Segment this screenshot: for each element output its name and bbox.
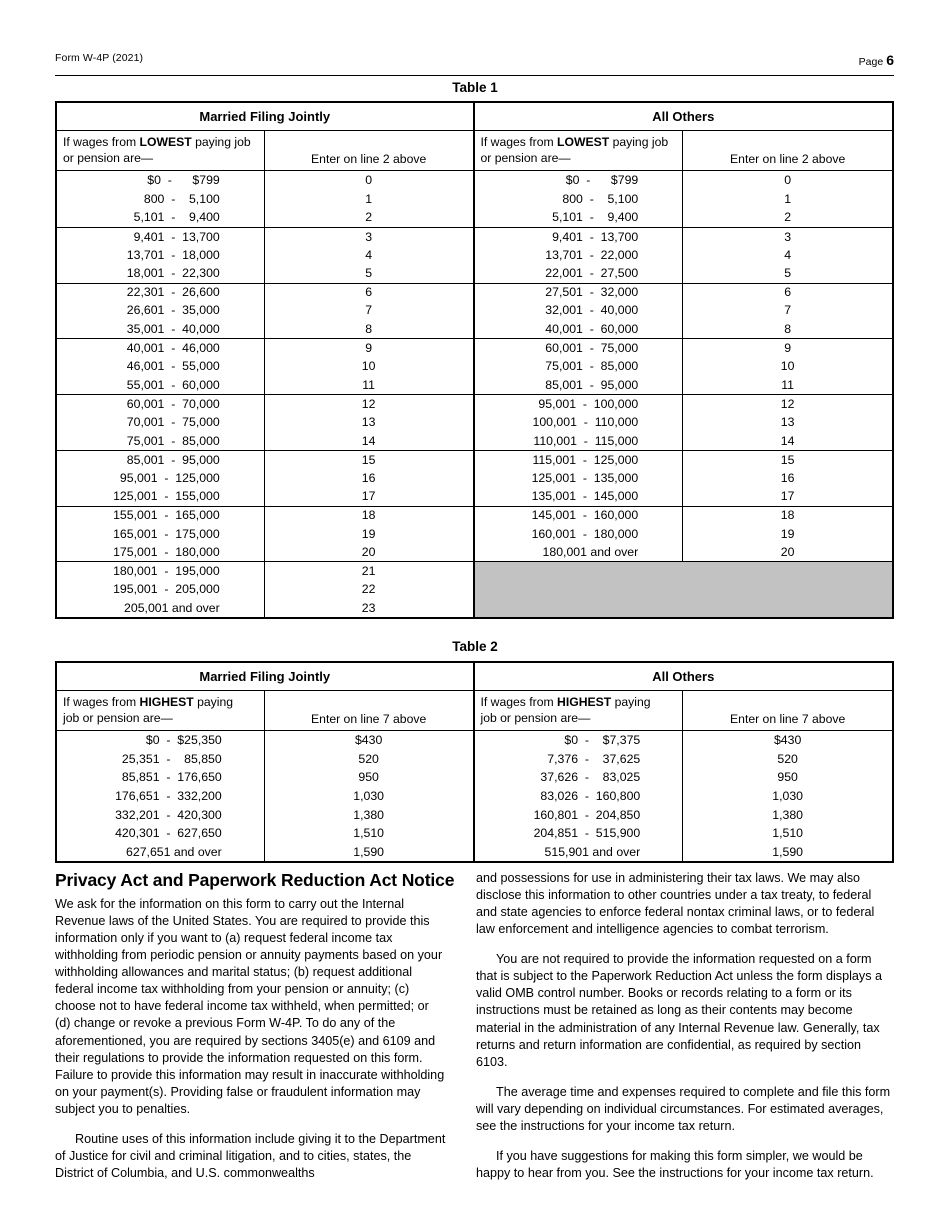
table-row [475,245,893,264]
running-header [55,52,894,76]
table-row [475,843,893,862]
entry-value-cell: 520 [777,751,798,766]
wage-range-cell: 95,001 - 125,000 [57,469,265,488]
entry-value-cell: 13 [361,415,376,430]
entry-value-cell: 0 [365,173,373,188]
wage-range-cell: 18,001 - 22,300 [57,264,265,283]
wage-range-cell: 22,301 - 26,600 [57,284,265,302]
table-row [57,283,473,302]
wage-range-cell: 32,001 - 40,000 [475,301,684,320]
entry-value-cell: 1,510 [772,826,804,841]
table-row [475,338,893,357]
entry-value-cell: 10 [780,359,795,374]
entry-value-cell: 5 [365,266,373,281]
wage-range-cell: 13,701 - 22,000 [475,245,684,264]
entry-value-cell: 2 [365,210,373,225]
range-header-line2: or pension are— [480,151,571,166]
range-header-line2: job or pension are— [63,711,173,726]
entry-value-cell: 1,380 [772,807,804,822]
table-row [475,264,893,283]
wage-range-cell: 420,301 - 627,650 [57,824,265,843]
wage-range-cell: 125,001 - 155,000 [57,487,265,506]
table-row [57,824,473,843]
wage-range-cell: 205,001 and over [57,599,265,618]
shaded-filler-block [475,561,893,617]
privacy-notice-right-column [476,870,894,1182]
wage-range-cell: 7,376 - 37,625 [475,750,684,769]
table-row [57,320,473,339]
entry-value-cell: $430 [354,733,383,748]
range-column-header [475,131,684,170]
range-column-header [57,691,265,730]
entry-value-cell: 17 [361,489,376,504]
table-2 [55,661,894,863]
wage-range-cell: 55,001 - 60,000 [57,376,265,395]
table-row [57,561,473,580]
range-header-suffix: paying job [609,135,669,149]
table-row [57,301,473,320]
entry-value-cell: 8 [365,322,373,337]
entry-value-cell: 3 [784,229,792,244]
range-column-header [57,131,265,170]
wage-range-cell: 125,001 - 135,000 [475,469,684,488]
table-row [57,805,473,824]
wage-range-cell: 515,901 and over [475,843,684,862]
table-row [475,450,893,469]
entry-value-cell: 16 [780,470,795,485]
wage-range-cell: 9,401 - 13,700 [475,228,684,246]
table-row [57,376,473,395]
entry-value-cell: 1,590 [353,844,385,859]
wage-range-cell: 70,001 - 75,000 [57,413,265,432]
range-header-line2: or pension are— [63,151,154,166]
page-number: 6 [886,52,894,68]
entry-value-cell: 1 [784,191,792,206]
notice-paragraph: Routine uses of this information include giving it to the Department of Justice for civil and criminal litigation, and to cities, states, the District of Columbia, and U.S. commonwealths [55,1131,446,1180]
wage-range-cell: $0 - $799 [475,171,684,190]
table-row [57,357,473,376]
table-row [475,787,893,806]
wage-range-cell: 27,501 - 32,000 [475,284,684,302]
range-header-emphasis: HIGHEST [139,695,194,709]
entry-value-cell: 7 [784,303,792,318]
table-row [475,190,893,209]
table-row [57,190,473,209]
table-row [475,469,893,488]
notice-paragraph: We ask for the information on this form to carry out the Internal Revenue laws of the United States. You are required to provide this information only if you want to (a) request federal income tax withholding from periodic pension or annuity payments based on your withholding allowances and marital status; (b) request additional federal income tax withholding from your pension or annuity; (c) choose not to have federal income tax withheld, when permitted; or (d) change or revoke a previous Form W-4P. To do any of the aforementioned, you are required by sections 3405(e) and 6109 and their regulations to provide the information requested on this form. Failure to provide this information may result in inaccurate withholding on your payment(s). Providing false or fraudulent information may subject you to penalties. [55,897,445,1116]
table-row [57,431,473,450]
wage-range-cell: 204,851 - 515,900 [475,824,684,843]
column-headers [475,131,893,171]
table-group-married-filing-jointly [57,663,475,861]
entry-value-cell: 11 [781,377,794,392]
value-column-header: Enter on line 2 above [311,152,427,166]
wage-range-cell: 60,001 - 70,000 [57,395,265,413]
wage-range-cell: $0 - $7,375 [475,731,684,750]
table-row [57,227,473,246]
privacy-notice-left-column [55,896,447,1182]
table-row [475,376,893,395]
entry-value-cell: 4 [365,247,373,262]
table-row [57,245,473,264]
wage-range-cell: 40,001 - 60,000 [475,320,684,339]
page-label: Page [858,56,884,68]
value-column-header: Enter on line 7 above [730,712,846,726]
table-row [57,338,473,357]
wage-range-cell: 35,001 - 40,000 [57,320,265,339]
table-row [475,320,893,339]
entry-value-cell: 17 [780,489,795,504]
range-header-suffix: paying [193,695,234,709]
range-header-prefix: If wages from [480,695,558,709]
table-row [57,750,473,769]
wage-range-cell: 75,001 - 85,000 [475,357,684,376]
table-row [57,543,473,562]
entry-value-cell: 1,030 [772,789,804,804]
wage-range-cell: 145,001 - 160,000 [475,507,684,525]
table-rows [57,731,473,861]
wage-range-cell: 175,001 - 180,000 [57,543,265,562]
entry-value-cell: 13 [780,415,795,430]
entry-value-cell: 18 [361,508,376,523]
entry-value-cell: 0 [784,173,792,188]
table-row [475,301,893,320]
entry-value-cell: 15 [780,452,795,467]
group-title: Married Filing Jointly [57,663,473,691]
wage-range-cell: 155,001 - 165,000 [57,507,265,525]
table-row [57,171,473,190]
group-title: Married Filing Jointly [57,103,473,131]
entry-value-cell: 14 [780,433,795,448]
entry-value-cell: 6 [365,285,373,300]
table-row [475,524,893,543]
table-row [475,227,893,246]
entry-value-cell: 12 [780,396,795,411]
table-row [475,805,893,824]
notice-paragraph: and possessions for use in administering their tax laws. We may also disclose this information to other countries under a tax treaty, to federal and state agencies to enforce federal nontax criminal laws, or to federal law enforcement and intelligence agencies to combat terrorism. [476,871,875,937]
range-header-emphasis: HIGHEST [557,695,612,709]
range-header-prefix: If wages from [63,135,140,149]
wage-range-cell: 83,026 - 160,800 [475,787,684,806]
entry-value-cell: 8 [784,322,792,337]
table-row [475,357,893,376]
table-row [57,524,473,543]
range-column-header [475,691,684,730]
table-row [57,394,473,413]
entry-value-cell: 5 [784,266,792,281]
entry-value-cell: 18 [780,508,795,523]
wage-range-cell: 135,001 - 145,000 [475,487,684,506]
entry-value-cell: 16 [361,470,376,485]
wage-range-cell: 800 - 5,100 [57,190,265,209]
table-row [57,450,473,469]
entry-value-cell: 21 [361,564,376,579]
range-header-line2: job or pension are— [480,711,591,726]
wage-range-cell: 25,351 - 85,850 [57,750,265,769]
wage-range-cell: 95,001 - 100,000 [475,395,684,413]
range-header-emphasis: LOWEST [557,135,610,149]
wage-range-cell: 40,001 - 46,000 [57,339,265,357]
entry-value-cell: 9 [365,341,373,356]
wage-range-cell: 26,601 - 35,000 [57,301,265,320]
entry-value-cell: 1,380 [353,807,385,822]
entry-value-cell: 6 [784,285,792,300]
wage-range-cell: 110,001 - 115,000 [475,431,684,450]
entry-value-cell: 11 [362,377,375,392]
entry-value-cell: 20 [780,545,795,560]
table-row [475,506,893,525]
notice-paragraph: If you have suggestions for making this form simpler, we would be happy to hear from you. See the instructions for your income tax return. [476,1148,874,1180]
value-column-header: Enter on line 7 above [311,712,427,726]
wage-range-cell: 160,001 - 180,000 [475,524,684,543]
privacy-notice-title: Privacy Act and Paperwork Reduction Act Notice [55,870,455,890]
table1-caption: Table 1 [452,80,498,95]
table-row [57,787,473,806]
entry-value-cell: 19 [780,526,795,541]
table-rows [57,171,473,617]
table-group-all-others [475,103,893,617]
wage-range-cell: 85,851 - 176,650 [57,768,265,787]
entry-value-cell: 1,590 [772,844,804,859]
table-row [475,394,893,413]
table-row [57,506,473,525]
value-column-header: Enter on line 2 above [730,152,846,166]
entry-value-cell: 23 [361,600,376,615]
entry-value-cell: 15 [361,452,376,467]
table-row [57,731,473,750]
table-row [475,543,893,562]
entry-value-cell: 9 [784,341,792,356]
wage-range-cell: 22,001 - 27,500 [475,264,684,283]
table-row [475,171,893,190]
entry-value-cell: 19 [361,526,376,541]
wage-range-cell: 627,651 and over [57,843,265,862]
entry-value-cell: 1,510 [353,826,385,841]
wage-range-cell: 332,201 - 420,300 [57,805,265,824]
column-headers [475,691,893,731]
entry-value-cell: 10 [361,359,376,374]
wage-range-cell: 85,001 - 95,000 [57,451,265,469]
entry-value-cell: 2 [784,210,792,225]
wage-range-cell: 180,001 and over [475,543,684,562]
table-row [57,413,473,432]
table-row [57,580,473,599]
entry-value-cell: 3 [365,229,373,244]
entry-value-cell: 14 [361,433,376,448]
wage-range-cell: 5,101 - 9,400 [475,208,684,227]
wage-range-cell: 176,651 - 332,200 [57,787,265,806]
table-row [475,413,893,432]
entry-value-cell: 1,030 [353,789,385,804]
wage-range-cell: 115,001 - 125,000 [475,451,684,469]
form-identifier: Form W-4P (2021) [55,52,144,64]
wage-range-cell: $0 - $25,350 [57,731,265,750]
wage-range-cell: 60,001 - 75,000 [475,339,684,357]
range-header-suffix: paying [611,695,651,709]
entry-value-cell: 950 [777,770,798,785]
notice-paragraph: You are not required to provide the information requested on a form that is subject to the Paperwork Reduction Act unless the form displays a valid OMB control number. Books or records relating to a form or its instructions must be retained as long as their contents may become material in the administration of any Internal Revenue law. Generally, tax returns and return information are confidential, as required by section 6103. [476,952,883,1069]
entry-value-cell: 4 [784,247,792,262]
table-row [57,768,473,787]
table-row [475,768,893,787]
wage-range-cell: 100,001 - 110,000 [475,413,684,432]
group-title: All Others [475,663,893,691]
table-row [475,824,893,843]
table-row [475,283,893,302]
column-headers [57,691,473,731]
table-row [57,599,473,618]
wage-range-cell: 5,101 - 9,400 [57,208,265,227]
table-row [57,843,473,862]
range-header-suffix: paying job [191,135,251,149]
entry-value-cell: 20 [361,545,376,560]
entry-value-cell: $430 [773,733,802,748]
table-row [57,208,473,227]
wage-range-cell: 165,001 - 175,000 [57,524,265,543]
wage-range-cell: 800 - 5,100 [475,190,684,209]
table-row [57,487,473,506]
wage-range-cell: 160,801 - 204,850 [475,805,684,824]
table-row [475,750,893,769]
range-header-prefix: If wages from [480,135,558,149]
table2-caption: Table 2 [452,639,498,654]
wage-range-cell: 180,001 - 195,000 [57,562,265,580]
table-1 [55,101,894,619]
wage-range-cell: $0 - $799 [57,171,265,190]
page-indicator [859,52,894,68]
table-rows [475,171,893,617]
wage-range-cell: 13,701 - 18,000 [57,245,265,264]
wage-range-cell: 9,401 - 13,700 [57,228,265,246]
wage-range-cell: 46,001 - 55,000 [57,357,265,376]
table-row [57,264,473,283]
entry-value-cell: 1 [365,191,373,206]
table-row [475,731,893,750]
table-row [475,208,893,227]
entry-value-cell: 22 [361,582,376,597]
wage-range-cell: 85,001 - 95,000 [475,376,684,395]
entry-value-cell: 7 [365,303,373,318]
table-group-married-filing-jointly [57,103,475,617]
wage-range-cell: 195,001 - 205,000 [57,580,265,599]
table-row [57,469,473,488]
entry-value-cell: 12 [361,396,376,411]
table-row [475,431,893,450]
entry-value-cell: 520 [358,751,379,766]
range-header-prefix: If wages from [63,695,140,709]
wage-range-cell: 37,626 - 83,025 [475,768,684,787]
table-rows [475,731,893,861]
table-row [475,487,893,506]
notice-paragraph: The average time and expenses required to complete and file this form will vary depending on individual circumstances. For estimated averages, see the instructions for your income tax return. [476,1084,891,1133]
range-header-emphasis: LOWEST [139,135,192,149]
column-headers [57,131,473,171]
entry-value-cell: 950 [358,770,379,785]
wage-range-cell: 75,001 - 85,000 [57,431,265,450]
group-title: All Others [475,103,893,131]
table-group-all-others [475,663,893,861]
